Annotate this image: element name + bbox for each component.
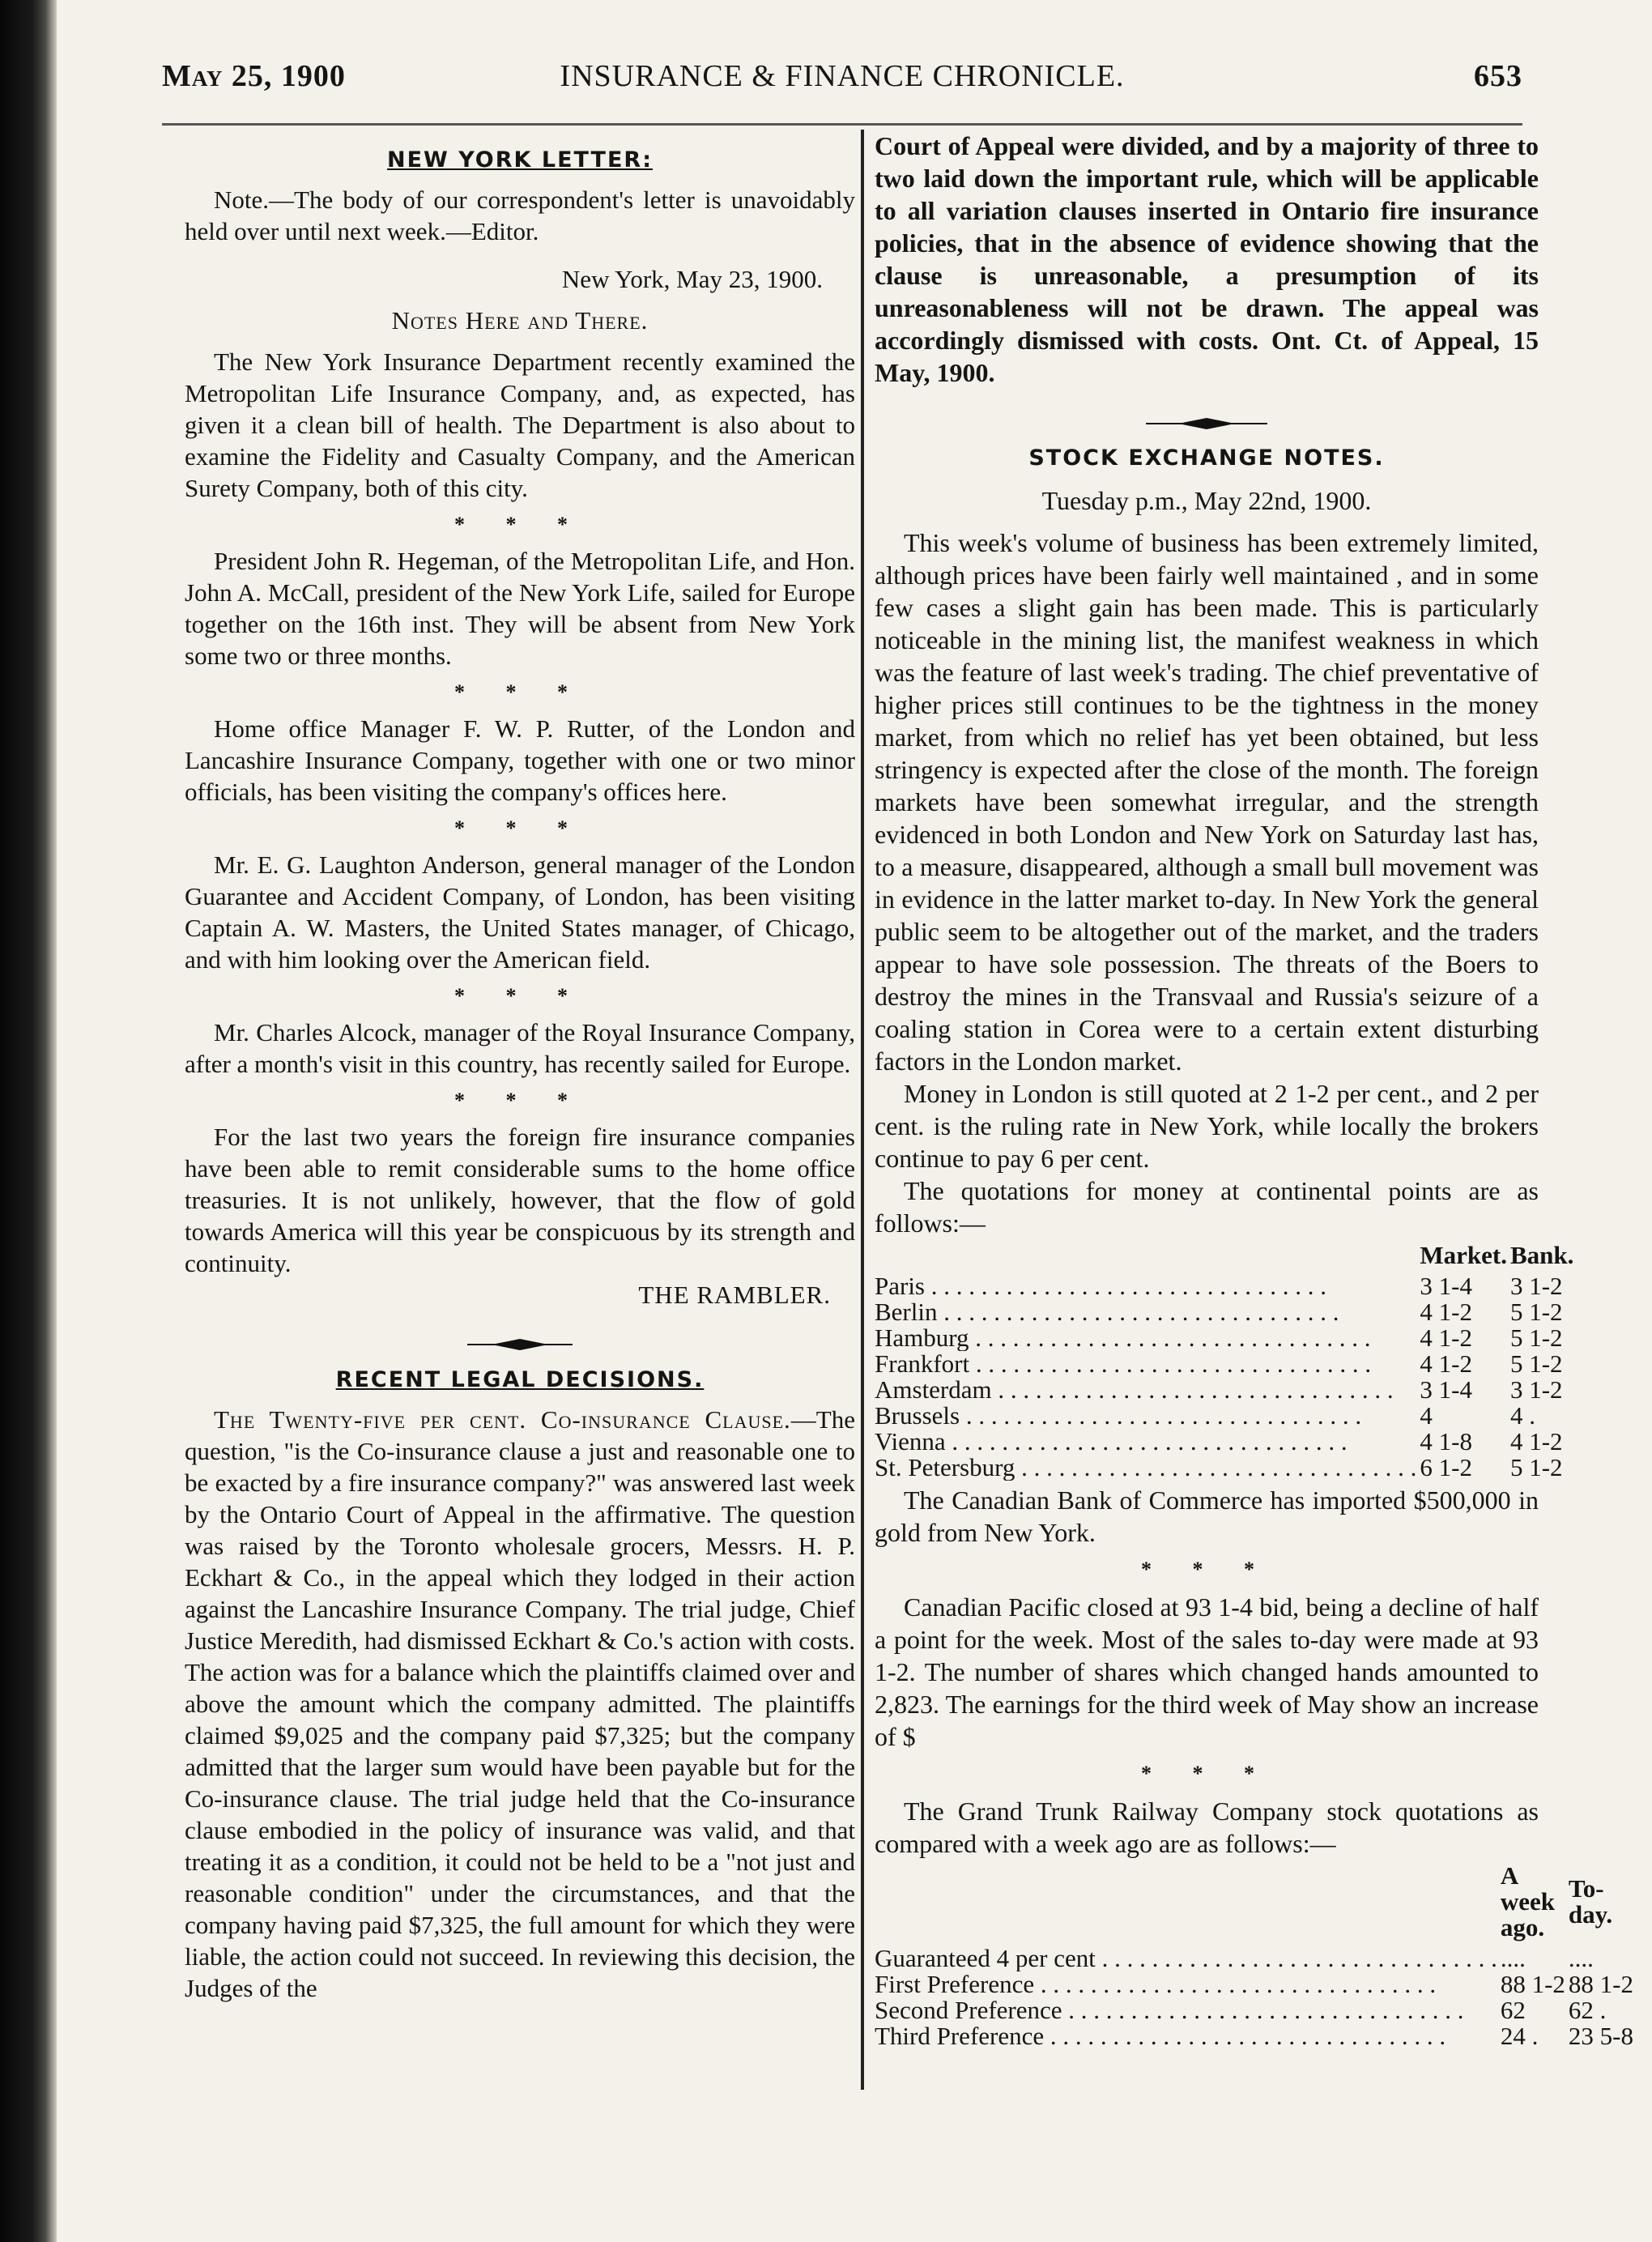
row-value: .... — [1500, 1944, 1526, 1972]
table-row — [875, 1455, 1573, 1481]
row-value: 6 1-2 — [1420, 1453, 1472, 1481]
row-value: 4 — [1420, 1401, 1433, 1430]
row-label — [875, 1351, 1416, 1377]
section-separator: * * * — [1141, 1558, 1272, 1581]
row-label-text: Berlin — [875, 1299, 938, 1325]
money-rates-table — [875, 1242, 1573, 1481]
row-value: 4 . — [1509, 1401, 1535, 1430]
dot-leader: . . . . . . . . . . . . . . . . . . . . . . . . . . . . . . . . — [1095, 1946, 1497, 1971]
section-separator: * * * — [1141, 1762, 1272, 1785]
row-label — [875, 1299, 1416, 1325]
row-value: 88 1-2 — [1500, 1970, 1565, 1998]
table-row — [875, 1946, 1633, 1971]
row-label-text: Hamburg — [875, 1325, 969, 1351]
table-row — [875, 1403, 1573, 1429]
section-separator: * * * — [454, 984, 585, 1008]
row-label — [875, 1971, 1497, 1997]
row-value: 88 1-2 — [1568, 1970, 1633, 1998]
table-row — [875, 1351, 1573, 1377]
table-row — [875, 1299, 1573, 1325]
article-paragraph: Mr. E. G. Laughton Anderson, general manager of the London Guarantee and Accident Company, of London, has been visiting Captain A. W. Masters, the United States manager, of Chicago, and with him looking over the American field. — [185, 850, 855, 974]
page-number: 653 — [1474, 59, 1522, 93]
row-value: .... — [1568, 1944, 1594, 1972]
row-label — [875, 1455, 1416, 1481]
stock-exchange-headline: STOCK EXCHANGE NOTES. — [1028, 445, 1385, 471]
left-column — [185, 130, 855, 2004]
row-value: 3 1-2 — [1509, 1375, 1563, 1404]
row-value: 3 1-4 — [1420, 1272, 1472, 1300]
issue-date: May 25, 1900 — [162, 59, 346, 93]
row-label-text: First Preference — [875, 1971, 1035, 1997]
table-header-row — [875, 1863, 1633, 1946]
row-label — [875, 1946, 1497, 1971]
row-label-text: St. Petersburg — [875, 1455, 1015, 1481]
dot-leader: . . . . . . . . . . . . . . . . . . . . . . . . . . . . . . . . — [1044, 2023, 1446, 2049]
table-header-row — [875, 1242, 1573, 1273]
row-label-text: Amsterdam — [875, 1377, 992, 1403]
ornament-divider — [875, 407, 1539, 428]
table-row — [875, 1325, 1573, 1351]
row-label — [875, 1273, 1416, 1299]
book-binding-shadow — [0, 0, 57, 2242]
article-paragraph: The New York Insurance Department recently examined the Metropolitan Life Insurance Company, and, as expected, has given it a clean bill of health. The Department is also about to examine the Fidelity and Casualty Company, and the American Surety Company, both of this city. — [185, 347, 855, 502]
row-value: 4 1-2 — [1420, 1298, 1472, 1326]
row-label — [875, 1377, 1416, 1403]
row-value: 5 1-2 — [1509, 1323, 1563, 1352]
section-separator: * * * — [454, 1089, 585, 1112]
row-value: 5 1-2 — [1509, 1453, 1563, 1481]
ornament-icon — [467, 1336, 573, 1353]
dot-leader: . . . . . . . . . . . . . . . . . . . . . . . . . . . . . . . . — [937, 1299, 1339, 1325]
row-label — [875, 1997, 1497, 2023]
header-rule — [162, 123, 1522, 126]
row-label-text: Vienna — [875, 1429, 946, 1455]
dot-leader: . . . . . . . . . . . . . . . . . . . . . . . . . . . . . . . . — [960, 1403, 1362, 1429]
stock-paragraph: This week's volume of business has been extremely limited, although prices have been fairly well maintained , and in some few cases a slight gain has been made. This is particularly noticeable in the mining list, the manifest weakness in which was the feature of last week's trading. The chief preventative of higher prices still continues to be the tightness in the money market, from which no relief has yet been obtained, but less stringency is expected after the close of the month. The foreign markets have been somewhat irregular, and the strength evidenced in both London and New York on Saturday last has, to a measure, disappeared, although a small bull movement was in evidence in the latter market to-day. In New York the general public seem to be altogether out of the market, and the traders appear to have sole possession. The threats of the Boers to destroy the mines in the Transvaal and Russia's seizure of a coaling station in Corea were to a certain extent disturbing factors in the London market. — [875, 528, 1539, 1076]
row-value: 24 . — [1500, 2022, 1539, 2050]
row-value: 62 . — [1568, 1996, 1607, 2024]
row-label — [875, 1403, 1416, 1429]
stock-paragraph: Canadian Pacific closed at 93 1-4 bid, being a decline of half a point for the week. Most of the sales to-day were made at 93 1-2. The number of shares which changed hands amounted to 2,823. The earnings for the third week of May show an increase of $ — [875, 1592, 1539, 1751]
table-header: Bank. — [1509, 1241, 1574, 1269]
dot-leader: . . . . . . . . . . . . . . . . . . . . . . . . . . . . . . . . — [1034, 1971, 1437, 1997]
section-separator: * * * — [454, 816, 585, 840]
ornament-icon — [1146, 416, 1267, 432]
table-header: Market. — [1420, 1241, 1507, 1269]
dot-leader: . . . . . . . . . . . . . . . . . . . . . . . . . . . . . . . . — [945, 1429, 1348, 1455]
legal-decisions-headline: RECENT LEGAL DECISIONS. — [335, 1367, 705, 1392]
row-value: 62 — [1500, 1996, 1526, 2024]
article-paragraph: Home office Manager F. W. P. Rutter, of the London and Lancashire Insurance Company, together with one or two minor officials, has been visiting the company's offices here. — [185, 714, 855, 806]
row-label-text: Frankfort — [875, 1351, 970, 1377]
table-row — [875, 1377, 1573, 1403]
section-separator: * * * — [454, 680, 585, 704]
dot-leader: . . . . . . . . . . . . . . . . . . . . . . . . . . . . . . . . — [925, 1273, 1326, 1299]
row-label-text: Third Preference — [875, 2023, 1045, 2049]
section-separator: * * * — [454, 513, 585, 536]
row-value: 4 1-2 — [1420, 1349, 1472, 1378]
table-row — [875, 1971, 1633, 1997]
stock-paragraph: The Canadian Bank of Commerce has imported $500,000 in gold from New York. — [875, 1485, 1539, 1547]
row-value: 4 1-2 — [1509, 1427, 1563, 1456]
grand-trunk-table — [875, 1863, 1633, 2049]
article-paragraph: Mr. Charles Alcock, manager of the Royal Insurance Company, after a month's visit in this country, has recently sailed for Europe. — [185, 1018, 855, 1078]
publication-title: INSURANCE & FINANCE CHRONICLE. — [560, 59, 1125, 93]
editor-note: Note.—The body of our correspondent's letter is unavoidably held over until next week.—Editor. — [185, 185, 855, 245]
row-label-text: Brussels — [875, 1403, 960, 1429]
table-row — [875, 2023, 1633, 2049]
row-label-text: Second Preference — [875, 1997, 1062, 2023]
signature: THE RAMBLER. — [638, 1281, 831, 1309]
new-york-letter-headline: NEW YORK LETTER: — [386, 147, 653, 173]
dot-leader: . . . . . . . . . . . . . . . . . . . . . . . . . . . . . . . . — [991, 1377, 1394, 1403]
article-paragraph: For the last two years the foreign fire insurance companies have been able to remit considerable sums to the home office treasuries. It is not unlikely, however, that the flow of gold towards America will this year be conspicuous by its strength and continuity. — [185, 1123, 855, 1277]
column-divider — [861, 130, 864, 2090]
row-label — [875, 1429, 1416, 1455]
stock-paragraph: The quotations for money at continental points are as follows:— — [875, 1176, 1539, 1238]
table-header: A week ago. — [1500, 1861, 1555, 1942]
stock-dateline: Tuesday p.m., May 22nd, 1900. — [1041, 486, 1372, 515]
legal-continuation: Court of Appeal were divided, and by a majority of three to two laid down the important rule, which will be applicable to all variation clauses inserted in Ontario fire insurance policies, that in the absence of evidence showing that the clause is unreasonable, a presumption of its unreasonableness will not be drawn. The appeal was accordingly dismissed with costs. Ont. Ct. of Appeal, 15 May, 1900. — [875, 131, 1539, 387]
dot-leader: . . . . . . . . . . . . . . . . . . . . . . . . . . . . . . . . — [1015, 1455, 1417, 1481]
row-label-text: Paris — [875, 1273, 925, 1299]
stock-paragraph: Money in London is still quoted at 2 1-2 per cent., and 2 per cent. is the ruling rate in New York, while locally the brokers continue to pay 6 per cent. — [875, 1079, 1539, 1173]
row-value: 5 1-2 — [1509, 1349, 1563, 1378]
dot-leader: . . . . . . . . . . . . . . . . . . . . . . . . . . . . . . . . — [969, 1351, 1372, 1377]
row-value: 3 1-2 — [1509, 1272, 1563, 1300]
row-value: 5 1-2 — [1509, 1298, 1563, 1326]
page-header — [162, 58, 1522, 107]
row-value: 3 1-4 — [1420, 1375, 1472, 1404]
table-header — [875, 1863, 1497, 1946]
table-row — [875, 1997, 1633, 2023]
legal-paragraph — [185, 1404, 855, 2004]
row-label — [875, 2023, 1497, 2049]
row-label — [875, 1325, 1416, 1351]
dot-leader: . . . . . . . . . . . . . . . . . . . . . . . . . . . . . . . . — [1062, 1997, 1464, 2023]
table-row — [875, 1273, 1573, 1299]
notes-subhead: Notes Here and There. — [391, 306, 649, 335]
row-label-text: Guaranteed 4 per cent — [875, 1946, 1096, 1971]
ny-dateline: New York, May 23, 1900. — [561, 265, 823, 293]
legal-text: —The question, "is the Co-insurance clause a just and reasonable one to be exacted by a fire insurance company?" was answered last week by the Ontario Court of Appeal in the affirmative. The question was raised by the Toronto wholesale grocers, Messrs. H. P. Eckhart & Co., in the appeal which they lodged in their action against the Lancashire Insurance Company. The trial judge, Chief Justice Meredith, had dismissed Eckhart & Co.'s action with costs. The action was for a balance which the plaintiffs claimed over and above the amount which the company admitted. The plaintiffs claimed $9,025 and the company paid $7,325; but the company admitted that the larger sum would have been payable but for the Co-insurance clause. The trial judge held that the Co-insurance clause embodied in the policy of insurance was valid, and that treating it as a condition, it could not be held to be a "not just and reasonable condition" under the circumstances, and that the company having paid $7,325, the full amount for which they were liable, the action could not succeed. In reviewing this decision, the Judges of the — [185, 1405, 855, 2002]
table-header — [875, 1242, 1416, 1273]
row-value: 23 5-8 — [1568, 2022, 1633, 2050]
table-header: To-day. — [1568, 1874, 1613, 1929]
row-value: 4 1-8 — [1420, 1427, 1472, 1456]
article-paragraph: President John R. Hegeman, of the Metropolitan Life, and Hon. John A. McCall, president of the New York Life, sailed for Europe together on the 16th inst. They will be absent from New York some two or three months. — [185, 547, 855, 670]
right-column — [875, 130, 1633, 2052]
ornament-divider — [185, 1328, 855, 1349]
dot-leader: . . . . . . . . . . . . . . . . . . . . . . . . . . . . . . . . — [969, 1325, 1371, 1351]
table-row — [875, 1429, 1573, 1455]
row-value: 4 1-2 — [1420, 1323, 1472, 1352]
legal-lead: The Twenty-five per cent. Co-insurance Clause. — [214, 1405, 791, 1434]
stock-paragraph: The Grand Trunk Railway Company stock quotations as compared with a week ago are as follows:— — [875, 1797, 1539, 1858]
